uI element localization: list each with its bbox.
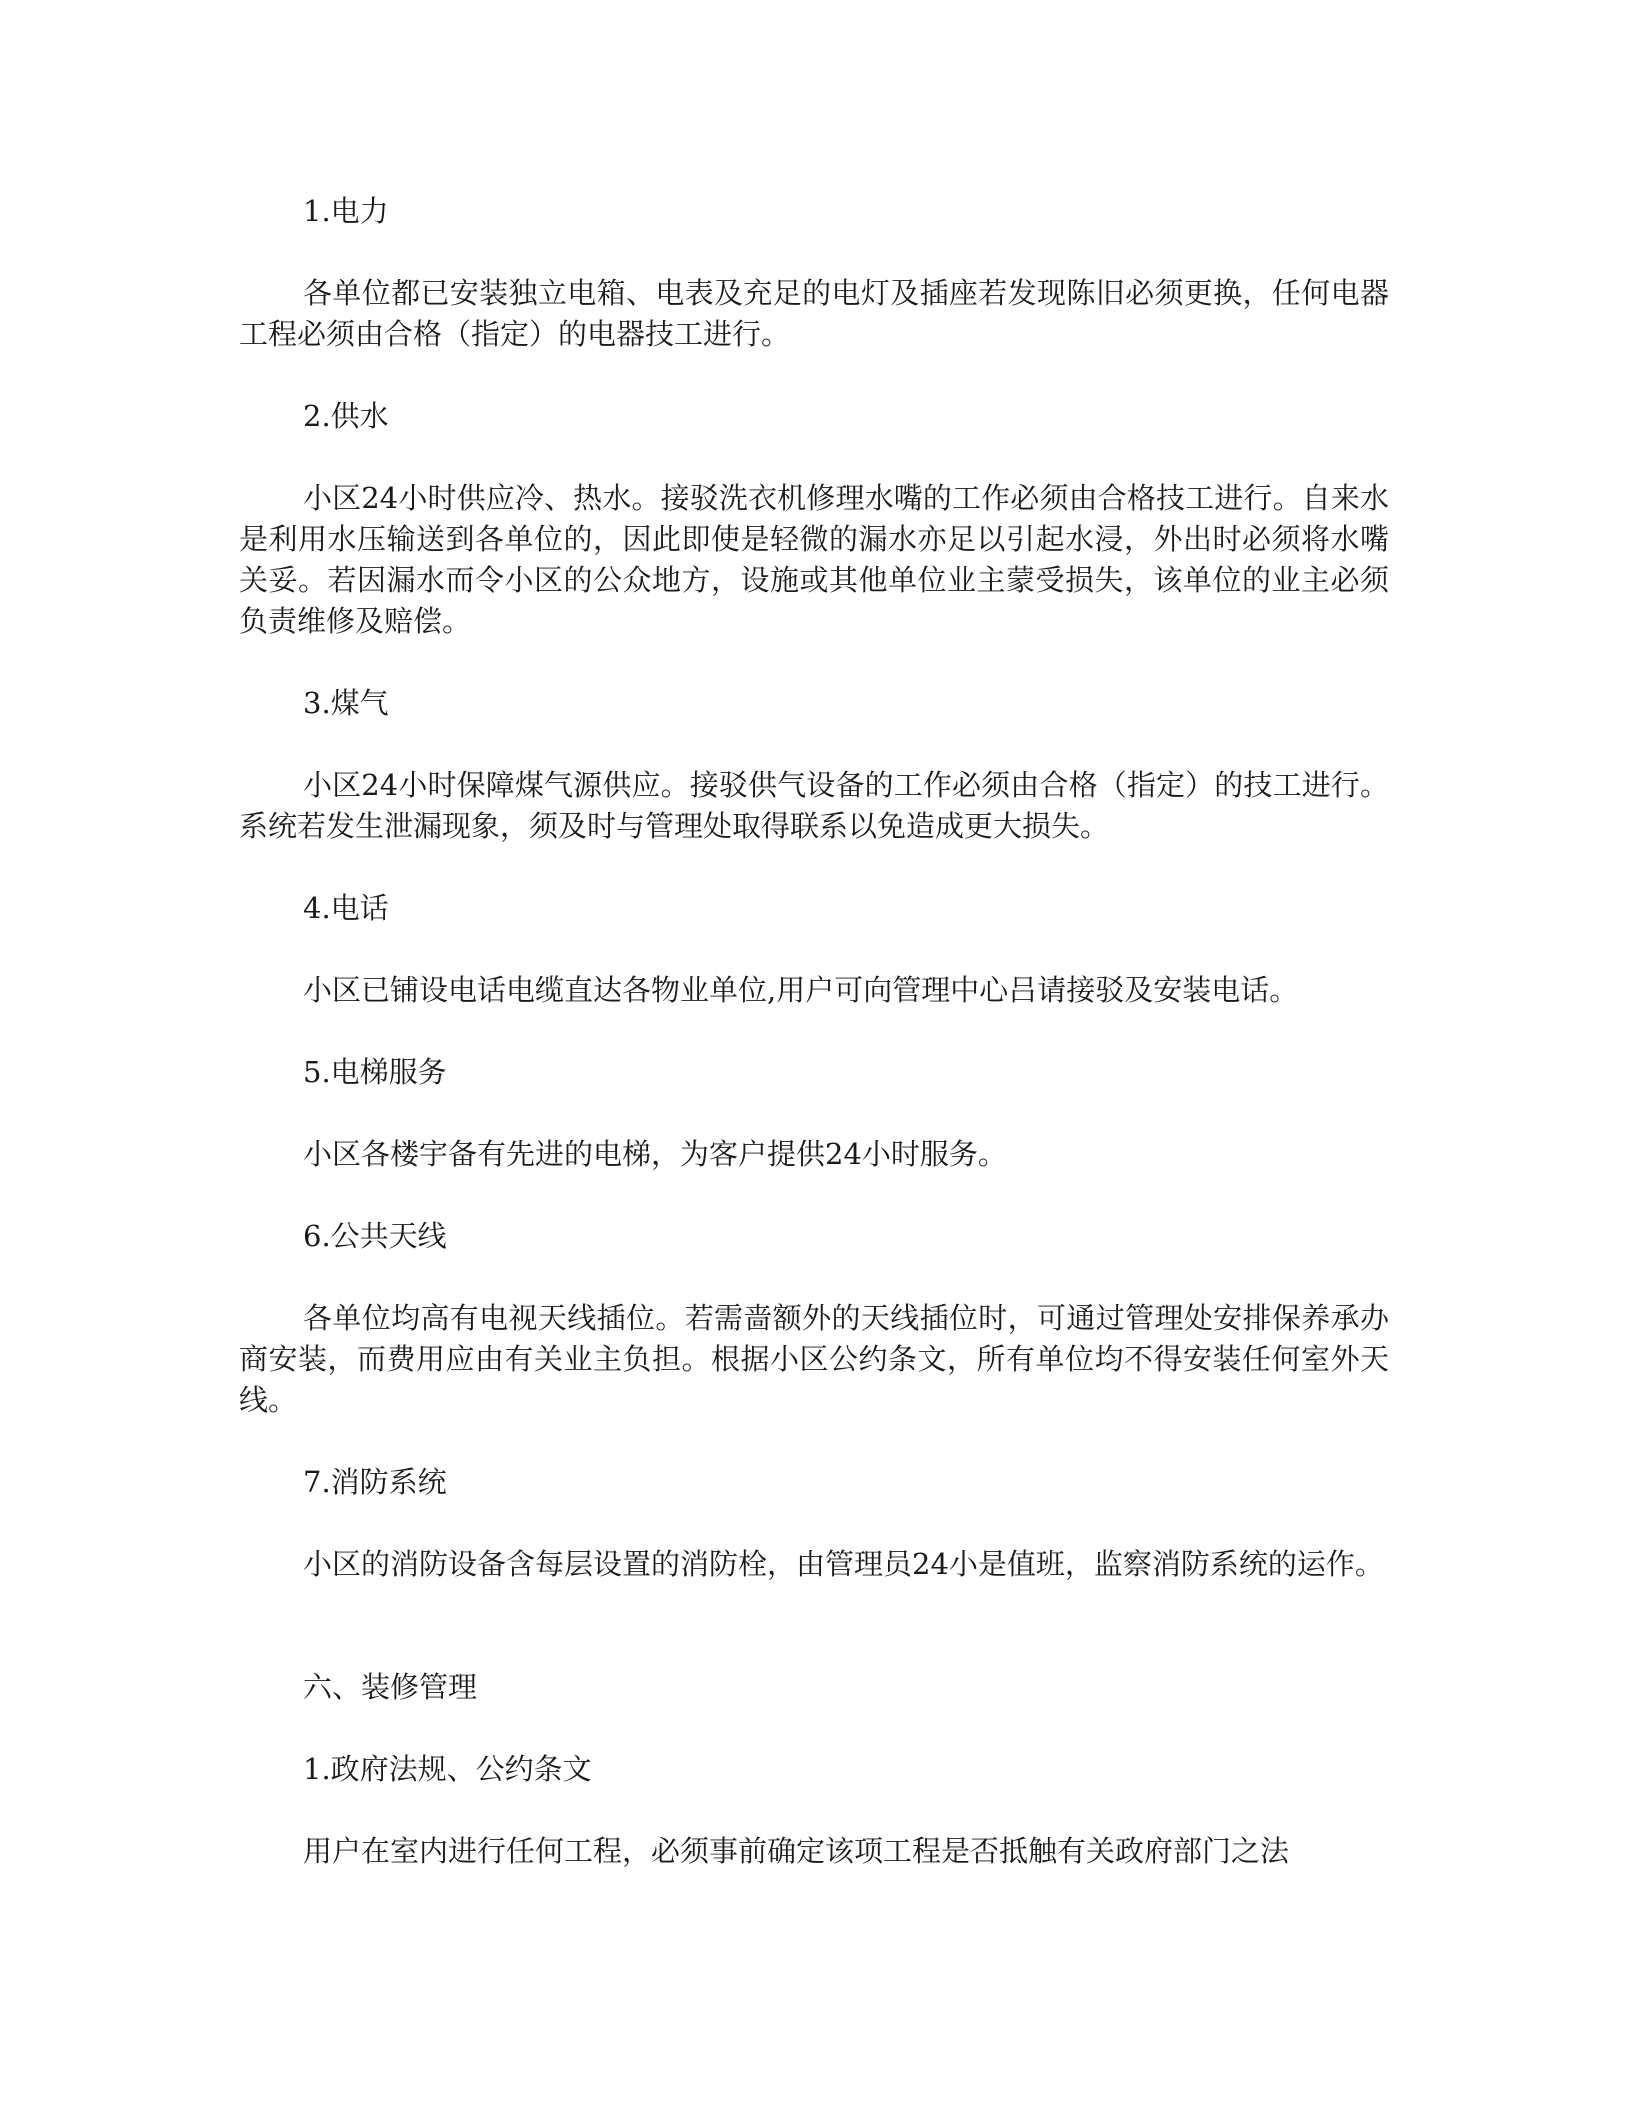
- section-heading-electricity: 1.电力: [303, 194, 389, 228]
- section-heading-telephone: 4.电话: [303, 891, 389, 925]
- section-heading-gas: 3.煤气: [303, 686, 389, 720]
- subsection-body-regulations: 用户在室内进行任何工程，必须事前确定该项工程是否抵触有关政府部门之法: [303, 1834, 1290, 1868]
- section-body-gas: 小区24小时保障煤气源供应。接驳供气设备的工作必须由合格（指定）的技工进行。系统若发生泄漏现象，须及时与管理处取得联系以免造成更大损失。: [239, 768, 1389, 843]
- section-heading-water-supply: 2.供水: [303, 399, 389, 433]
- section-body-telephone: 小区已铺设电话电缆直达各物业单位,用户可向管理中心吕请接驳及安装电话。: [303, 973, 1299, 1007]
- section-body-antenna: 各单位均高有电视天线插位。若需啬额外的天线插位时，可通过管理处安排保养承办商安装，而费用应由有关业主负担。根据小区公约条文，所有单位均不得安装任何室外天线。: [239, 1301, 1389, 1417]
- chapter-heading-renovation: 六、装修管理: [303, 1670, 478, 1704]
- section-body-fire-system: 小区的消防设备含每层设置的消防栓，由管理员24小是值班，监察消防系统的运作。: [303, 1547, 1384, 1581]
- section-body-elevator: 小区各楼宇备有先进的电梯，为客户提供24小时服务。: [303, 1137, 1007, 1171]
- section-heading-antenna: 6.公共天线: [303, 1219, 447, 1253]
- section-heading-elevator: 5.电梯服务: [303, 1055, 447, 1089]
- section-body-electricity: 各单位都已安装独立电箱、电表及充足的电灯及插座若发现陈旧必须更换，任何电器工程必须由合格（指定）的电器技工进行。: [239, 276, 1389, 351]
- subsection-heading-regulations: 1.政府法规、公约条文: [303, 1752, 592, 1786]
- section-heading-fire-system: 7.消防系统: [303, 1465, 447, 1499]
- section-body-water-supply: 小区24小时供应冷、热水。接驳洗衣机修理水嘴的工作必须由合格技工进行。自来水是利用水压输送到各单位的，因此即使是轻微的漏水亦足以引起水浸，外出时必须将水嘴关妥。若因漏水而令小区的公众地方，设施或其他单位业主蒙受损失，该单位的业主必须负责维修及赔偿。: [239, 481, 1389, 638]
